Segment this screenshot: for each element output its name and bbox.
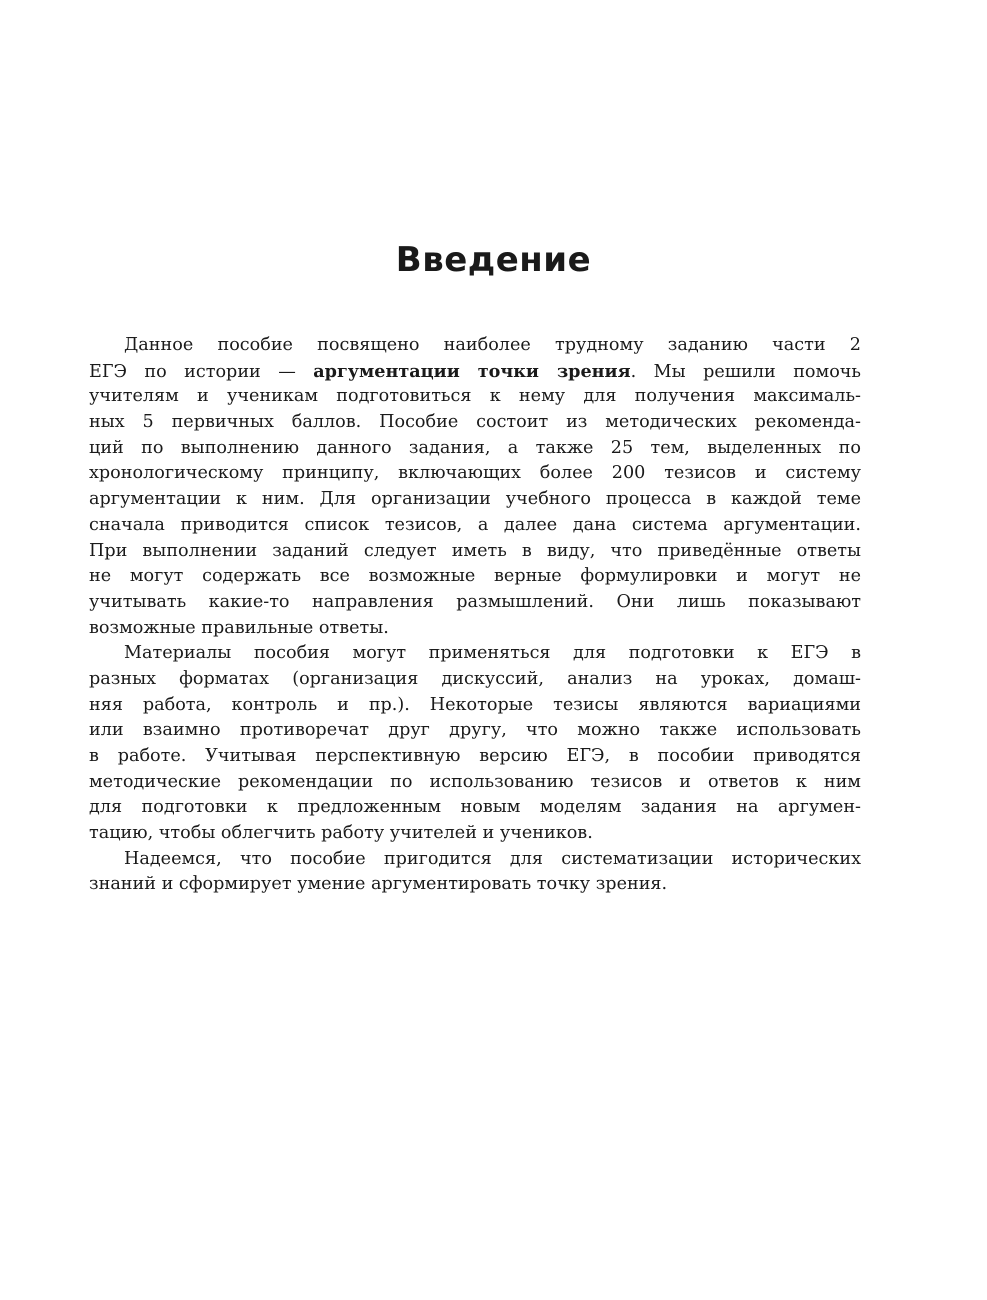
emphasis-text: аргументации точки зрения [313,360,631,382]
text-line: аргументации к ним. Для организации учебного процесса в каждой теме [89,489,861,510]
text-span: ЕГЭ по истории — [89,361,314,382]
text-line: Данное пособие посвящено наиболее трудному заданию части 2 [124,335,861,355]
introduction-text [89,333,861,898]
text-line: хронологическому принципу, включающих более 200 тезисов и систему [89,463,861,484]
text-line: знаний и сформирует умение аргументировать точку зрения. [89,874,668,895]
paragraph-3 [89,847,861,898]
page-title: Введение [395,240,592,280]
text-span: . Мы решили помочь [630,361,861,382]
text-line: няя работа, контроль и пр.). Некоторые тезисы являются вариациями [89,694,861,715]
text-line: не могут содержать все возможные верные формулировки и могут не [89,566,861,587]
text-line: в работе. Учитывая перспективную версию ЕГЭ, в пособии приводятся [89,746,861,766]
text-line: Надеемся, что пособие пригодится для систематизации исторических [124,848,861,869]
text-line: учитывать какие-то направления размышлений. Они лишь показывают [89,591,861,612]
text-line: сначала приводится список тезисов, а далее дана система аргументации. [89,514,861,535]
paragraph-2 [89,641,861,847]
paragraph-1 [89,333,861,641]
text-line: учителям и ученикам подготовиться к нему для получения максималь- [89,386,861,407]
text-line: При выполнении заданий следует иметь в виду, что приведённые ответы [89,540,861,561]
text-line: ных 5 первичных баллов. Пособие состоит из методических рекоменда- [89,412,861,433]
text-line: ций по выполнению данного задания, а также 25 тем, выделенных по [89,437,861,458]
text-line: для подготовки к предложенным новым моделям задания на аргумен- [89,797,861,818]
text-line: Материалы пособия могут применяться для подготовки к ЕГЭ в [124,643,861,664]
text-line: разных форматах (организация дискуссий, анализ на уроках, домаш- [89,668,861,689]
text-line: тацию, чтобы облегчить работу учителей и учеников. [89,823,593,844]
text-line [89,359,861,385]
text-line: методические рекомендации по использованию тезисов и ответов к ним [89,771,861,792]
text-line: или взаимно противоречат друг другу, что можно также использовать [89,720,861,741]
text-line: возможные правильные ответы. [89,617,389,638]
